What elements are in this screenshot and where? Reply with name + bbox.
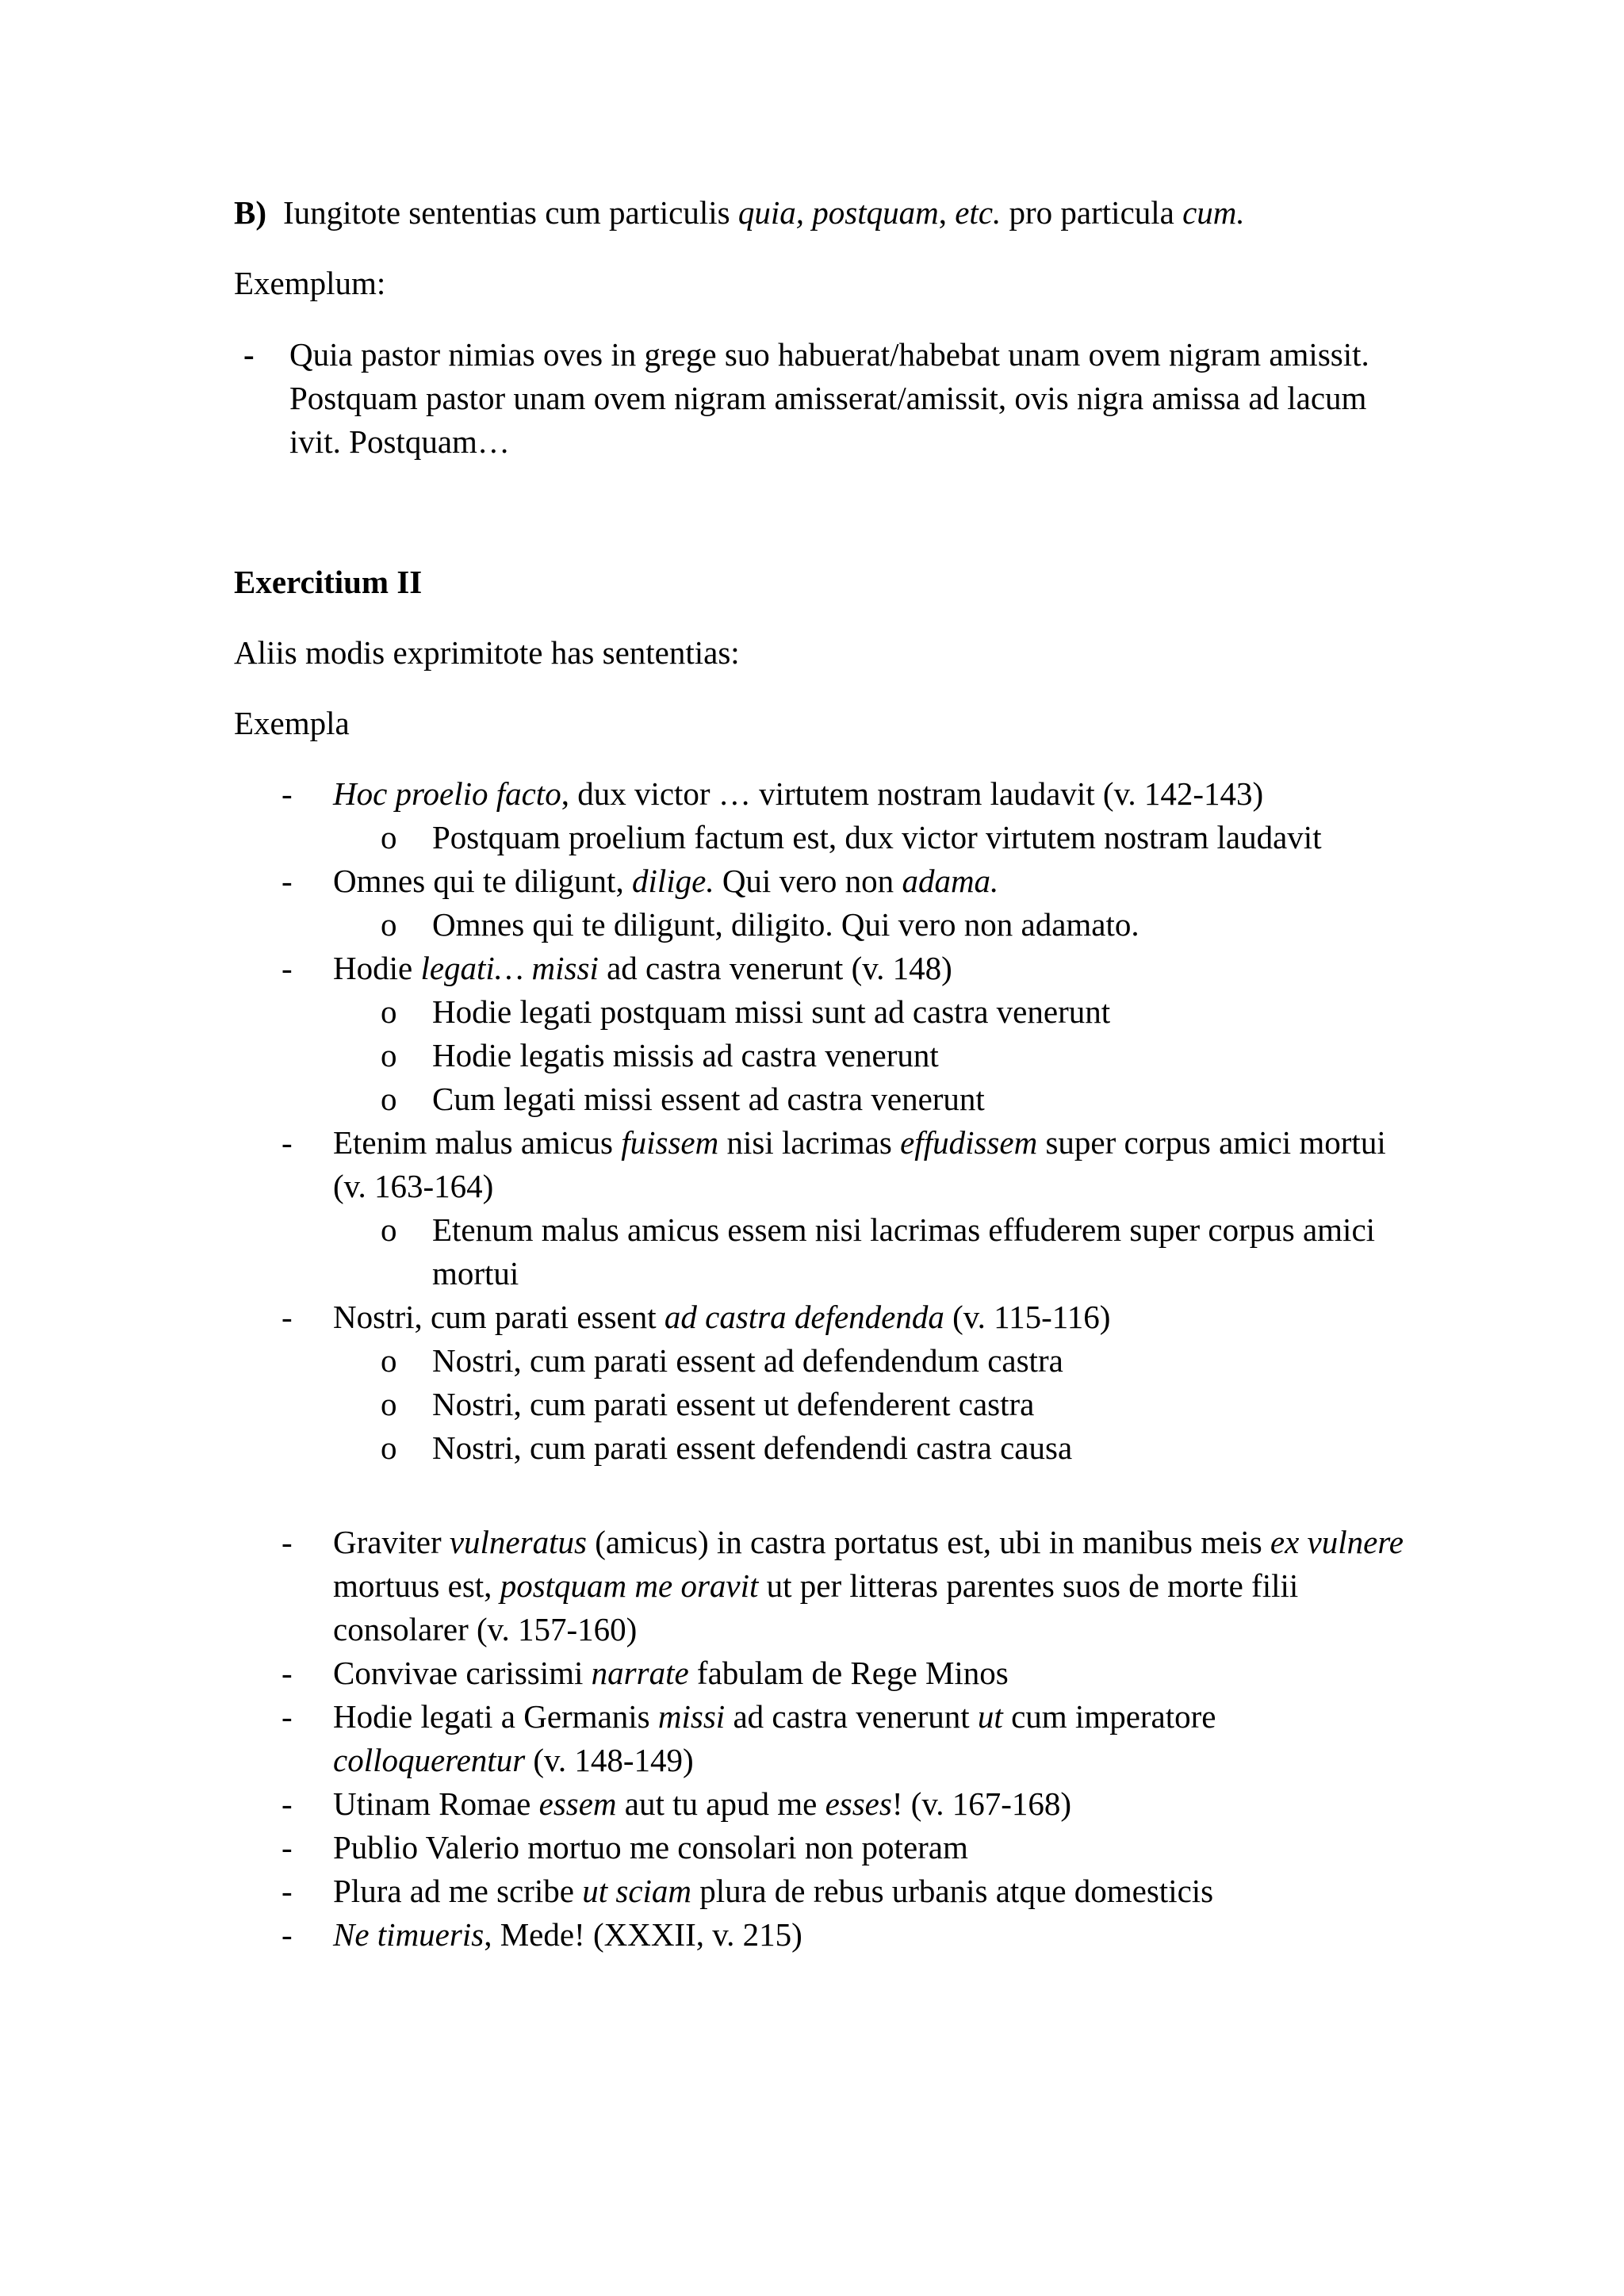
italic-fragment: colloquerentur xyxy=(333,1742,526,1778)
example-item xyxy=(234,333,1408,464)
sub-item-text: Hodie legatis missis ad castra venerunt xyxy=(432,1037,939,1073)
text-fragment: Hodie xyxy=(333,950,421,986)
dash-marker: - xyxy=(282,1698,293,1735)
italic-fragment: quia, postquam xyxy=(737,194,939,231)
dash-marker: - xyxy=(282,1829,293,1866)
sub-item-text: Etenum malus amicus essem nisi lacrimas effuderem super corpus amici mortui xyxy=(432,1211,1376,1292)
sub-item-text: Postquam proelium factum est, dux victor virtutem nostram laudavit xyxy=(432,819,1322,855)
dash-marker: - xyxy=(282,1124,293,1161)
sub-item-text: Nostri, cum parati essent ad defendendum castra xyxy=(432,1342,1063,1379)
example-text: Quia pastor nimias oves in grege suo habuerat/habebat unam ovem nigram amissit. Postquam pastor unam ovem nigram amisserat/amissit, ovis nigra amissa ad lacum ivit. Postquam… xyxy=(289,336,1369,460)
text-fragment: (v. 148-149) xyxy=(525,1742,694,1778)
dash-marker: - xyxy=(282,1655,293,1691)
list-item xyxy=(234,772,1408,816)
dash-marker: - xyxy=(282,1916,293,1953)
text-fragment: pro particula xyxy=(1001,194,1183,231)
sub-item-text: Cum legati missi essent ad castra venerunt xyxy=(432,1081,985,1117)
text-fragment: ut per litteras parentes suos de morte filii consolarer (v. 157-160) xyxy=(333,1567,1299,1647)
bullet-marker: o xyxy=(381,1429,397,1466)
bullet-marker: o xyxy=(381,1342,397,1379)
text-fragment: cum imperatore xyxy=(1002,1698,1216,1735)
text-fragment: (v. 115-116) xyxy=(944,1299,1111,1335)
list-item xyxy=(234,947,1408,990)
italic-fragment: narrate xyxy=(591,1655,689,1691)
item-text xyxy=(333,1916,802,1953)
item-text xyxy=(333,1873,1213,1909)
dash-marker: - xyxy=(282,775,293,812)
text-fragment: Graviter xyxy=(333,1524,450,1560)
sub-item xyxy=(234,903,1408,947)
examples-list-continued xyxy=(234,1521,1408,1957)
italic-fragment: legati… missi xyxy=(420,950,599,986)
bullet-marker: o xyxy=(381,993,397,1030)
section-b-label: B) xyxy=(234,194,266,231)
text-fragment: Etenim malus amicus xyxy=(333,1124,622,1161)
italic-fragment: missi xyxy=(657,1698,726,1735)
section-b-instruction xyxy=(234,191,1408,235)
italic-fragment: esses xyxy=(825,1785,892,1822)
italic-fragment: vulneratus xyxy=(449,1524,587,1560)
italic-fragment: dilige. xyxy=(631,863,714,899)
exercise-title: Exercitium II xyxy=(234,564,423,600)
italic-fragment: cum. xyxy=(1182,194,1245,231)
dash-marker: - xyxy=(282,1785,293,1822)
sub-item xyxy=(234,1426,1408,1470)
dash-marker: - xyxy=(282,950,293,986)
item-text xyxy=(333,1655,1009,1691)
italic-fragment: ut sciam xyxy=(582,1873,692,1909)
exercise-instruction: Aliis modis exprimitote has sententias: xyxy=(234,634,740,671)
text-fragment: plura de rebus urbanis atque domesticis xyxy=(691,1873,1214,1909)
bullet-marker: o xyxy=(381,819,397,855)
text-fragment: ! (v. 167-168) xyxy=(891,1785,1072,1822)
sub-item-text: Nostri, cum parati essent ut defenderent castra xyxy=(432,1386,1035,1422)
text-fragment: aut tu apud me xyxy=(616,1785,825,1822)
item-text xyxy=(333,1698,1216,1778)
list-item xyxy=(234,1121,1408,1208)
sub-item xyxy=(234,1034,1408,1077)
text-fragment: Plura ad me scribe xyxy=(333,1873,583,1909)
text-fragment: , xyxy=(938,194,956,231)
text-fragment: Hodie legati a Germanis xyxy=(333,1698,658,1735)
text-fragment: Omnes qui te diligunt, xyxy=(333,863,632,899)
sub-item xyxy=(234,1208,1408,1295)
italic-fragment: adama. xyxy=(902,863,999,899)
dash-marker: - xyxy=(282,1524,293,1560)
text-fragment: Utinam Romae xyxy=(333,1785,539,1822)
italic-fragment: Hoc proelio facto xyxy=(333,775,561,812)
sub-item-text: Nostri, cum parati essent defendendi castra causa xyxy=(432,1429,1073,1466)
text-fragment: Nostri, cum parati essent xyxy=(333,1299,665,1335)
list-item xyxy=(234,1521,1408,1651)
italic-fragment: postquam me oravit xyxy=(500,1567,759,1604)
text-fragment: (amicus) in castra portatus est, ubi in manibus meis xyxy=(586,1524,1270,1560)
sub-item-text: Hodie legati postquam missi sunt ad castra venerunt xyxy=(432,993,1111,1030)
text-fragment: mortuus est, xyxy=(333,1567,500,1604)
list-item xyxy=(234,1826,1408,1869)
item-text xyxy=(333,950,952,986)
list-item xyxy=(234,1782,1408,1826)
text-fragment: nisi lacrimas xyxy=(718,1124,901,1161)
sub-item xyxy=(234,1383,1408,1426)
sub-item xyxy=(234,990,1408,1034)
list-item xyxy=(234,1295,1408,1339)
dash-marker: - xyxy=(282,1873,293,1909)
italic-fragment: ad castra defendenda xyxy=(664,1299,944,1335)
section-b-instruction-text xyxy=(283,194,1245,231)
italic-fragment: fuissem xyxy=(621,1124,719,1161)
italic-fragment: ut xyxy=(977,1698,1003,1735)
dash-marker: - xyxy=(282,863,293,899)
text-fragment: ad castra venerunt (v. 148) xyxy=(598,950,952,986)
italic-fragment: Ne timueris xyxy=(333,1916,485,1953)
bullet-marker: o xyxy=(381,1211,397,1248)
sub-item xyxy=(234,1077,1408,1121)
italic-fragment: effudissem xyxy=(900,1124,1038,1161)
italic-fragment: ex vulnere xyxy=(1270,1524,1404,1560)
examples-label: Exempla xyxy=(234,705,350,741)
italic-fragment: essem xyxy=(538,1785,617,1822)
text-fragment: , Mede! (XXXII, v. 215) xyxy=(484,1916,802,1953)
item-text xyxy=(333,1829,968,1866)
list-item xyxy=(234,1913,1408,1957)
item-text xyxy=(333,775,1263,812)
example-label: Exemplum: xyxy=(234,265,386,301)
dash-marker: - xyxy=(282,1299,293,1335)
item-text xyxy=(333,863,998,899)
text-fragment: ad castra venerunt xyxy=(725,1698,978,1735)
text-fragment: Qui vero non xyxy=(714,863,902,899)
item-text xyxy=(333,1299,1110,1335)
examples-list xyxy=(234,772,1408,1470)
item-text xyxy=(333,1785,1071,1822)
text-fragment: Publio Valerio mortuo me consolari non poteram xyxy=(333,1829,968,1866)
text-fragment: fabulam de Rege Minos xyxy=(688,1655,1009,1691)
bullet-marker: o xyxy=(381,1081,397,1117)
text-fragment: Convivae carissimi xyxy=(333,1655,592,1691)
example-list xyxy=(234,333,1408,464)
list-item xyxy=(234,1869,1408,1913)
item-text xyxy=(333,1124,1386,1204)
list-item xyxy=(234,1651,1408,1695)
text-fragment: super corpus amici mortui (v. 163-164) xyxy=(333,1124,1386,1204)
text-fragment: Iungitote sententias cum particulis xyxy=(283,194,738,231)
sub-item xyxy=(234,816,1408,859)
list-item xyxy=(234,859,1408,903)
bullet-marker: o xyxy=(381,1037,397,1073)
text-fragment: , dux victor … virtutem nostram laudavit (v. 142-143) xyxy=(561,775,1264,812)
sub-item-text: Omnes qui te diligunt, diligito. Qui vero non adamato. xyxy=(432,906,1139,943)
item-text xyxy=(333,1524,1404,1647)
dash-marker: - xyxy=(243,336,255,373)
list-item xyxy=(234,1695,1408,1782)
bullet-marker: o xyxy=(381,906,397,943)
sub-item xyxy=(234,1339,1408,1383)
bullet-marker: o xyxy=(381,1386,397,1422)
italic-fragment: etc. xyxy=(955,194,1002,231)
